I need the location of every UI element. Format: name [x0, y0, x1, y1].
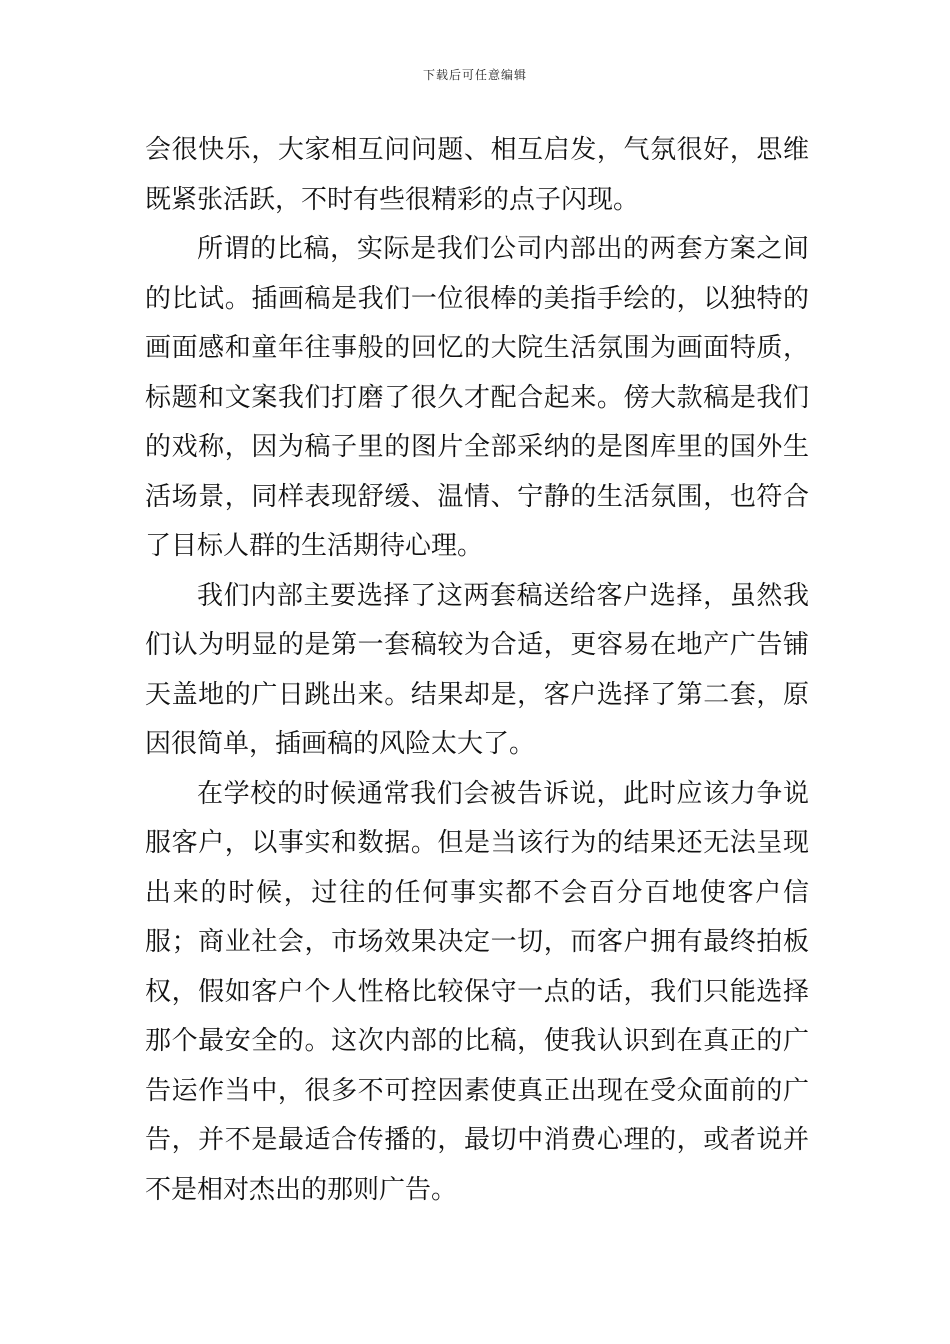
page-header: 下载后可任意编辑 [422, 68, 527, 82]
document-body [145, 126, 809, 1215]
paragraph: 会很快乐，大家相互问问题、相互启发，气氛很好，思维既紧张活跃，不时有些很精彩的点子闪现。 [145, 135, 809, 215]
paragraph: 所谓的比稿，实际是我们公司内部出的两套方案之间的比试。插画稿是我们一位很棒的美指手绘的，以独特的画面感和童年往事般的回忆的大院生活氛围为画面特质，标题和文案我们打磨了很久才配合起来。傍大款稿是我们的戏称，因为稿子里的图片全部采纳的是图库里的国外生活场景，同样表现舒缓、温情、宁静的生活氛围，也符合了目标人群的生活期待心理。 [145, 234, 809, 561]
paragraph: 我们内部主要选择了这两套稿送给客户选择，虽然我们认为明显的是第一套稿较为合适，更容易在地产广告铺天盖地的广日跳出来。结果却是，客户选择了第二套，原因很简单，插画稿的风险太大了。 [145, 580, 809, 759]
paragraph: 在学校的时候通常我们会被告诉说，此时应该力争说服客户，以事实和数据。但是当该行为的结果还无法呈现出来的时候，过往的任何事实都不会百分百地使客户信服；商业社会，市场效果决定一切，而客户拥有最终拍板权，假如客户个人性格比较保守一点的话，我们只能选择那个最安全的。这次内部的比稿，使我认识到在真正的广告运作当中，很多不可控因素使真正出现在受众面前的广告，并不是最适合传播的，最切中消费心理的，或者说并不是相对杰出的那则广告。 [145, 778, 809, 1205]
